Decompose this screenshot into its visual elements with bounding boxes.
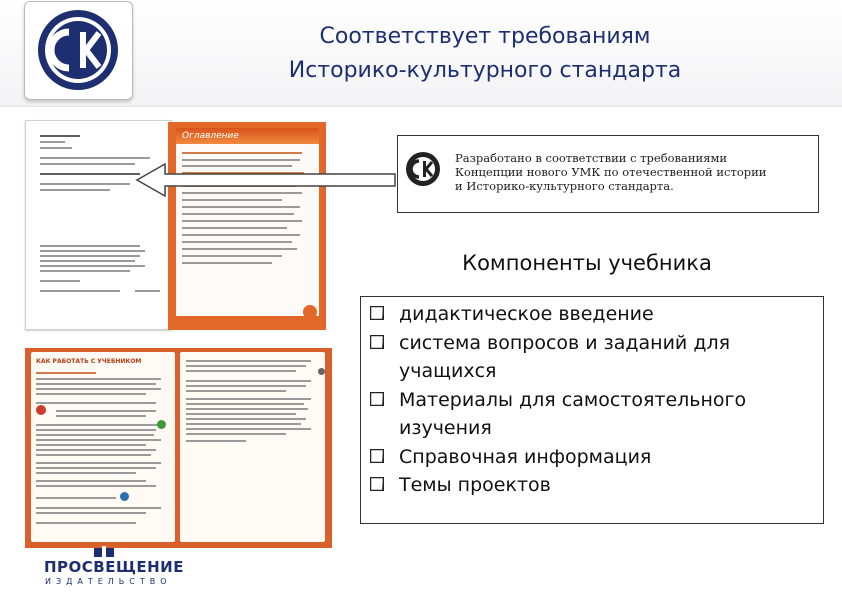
components-title: Компоненты учебника <box>462 251 712 275</box>
list-item <box>367 471 817 500</box>
book-toc-heading: Оглавление <box>176 128 319 144</box>
page-marker-icon <box>318 368 325 375</box>
checkbox-bullet-icon <box>370 477 384 491</box>
certificate-line2: Концепции нового УМК по отечественной истории <box>455 165 767 179</box>
certificate-line3: и Историко-культурного стандарта. <box>455 179 674 193</box>
book-title-page-text <box>40 135 160 295</box>
book-emblem-icon <box>90 546 118 558</box>
list-item <box>367 443 817 472</box>
spread-heading: КАК РАБОТАТЬ С УЧЕБНИКОМ <box>36 358 142 365</box>
checkbox-bullet-icon <box>370 449 384 463</box>
arrow-left-icon <box>125 160 405 200</box>
list-item <box>367 300 817 329</box>
list-item-text: Материалы для самостоятельного изучения <box>399 388 747 439</box>
page-number-badge <box>303 305 317 319</box>
list-item-text: система вопросов и заданий для учащихся <box>399 331 731 382</box>
certificate-line1: Разработано в соответствии с требованиями <box>455 151 728 165</box>
green-marker-icon <box>157 420 166 429</box>
page-title-line2: Историко-культурного стандарта <box>288 58 682 83</box>
components-list <box>360 296 824 524</box>
sk-logo <box>24 1 133 100</box>
sk-logo-icon <box>25 2 132 99</box>
page-title <box>140 20 830 88</box>
checkbox-bullet-icon <box>370 335 384 349</box>
checkbox-bullet-icon <box>370 392 384 406</box>
list-item <box>367 386 817 443</box>
list-item-text: Темы проектов <box>399 474 551 496</box>
list-item-text: Справочная информация <box>399 445 652 468</box>
sk-stamp-icon <box>403 150 443 188</box>
list-item-text: дидактическое введение <box>399 303 654 325</box>
checkbox-bullet-icon <box>370 306 384 320</box>
spread-left-lines <box>36 372 166 532</box>
publisher-name: ПРОСВЕЩЕНИЕ <box>44 558 184 576</box>
list-item <box>367 329 817 386</box>
spread-right-lines <box>186 360 321 480</box>
page-title-line1: Соответствует требованиям <box>319 24 651 49</box>
certificate-text <box>455 151 800 193</box>
blue-marker-icon <box>120 492 129 501</box>
publisher-subtitle: ИЗДАТЕЛЬСТВО <box>45 577 172 586</box>
red-marker-icon <box>36 405 46 415</box>
